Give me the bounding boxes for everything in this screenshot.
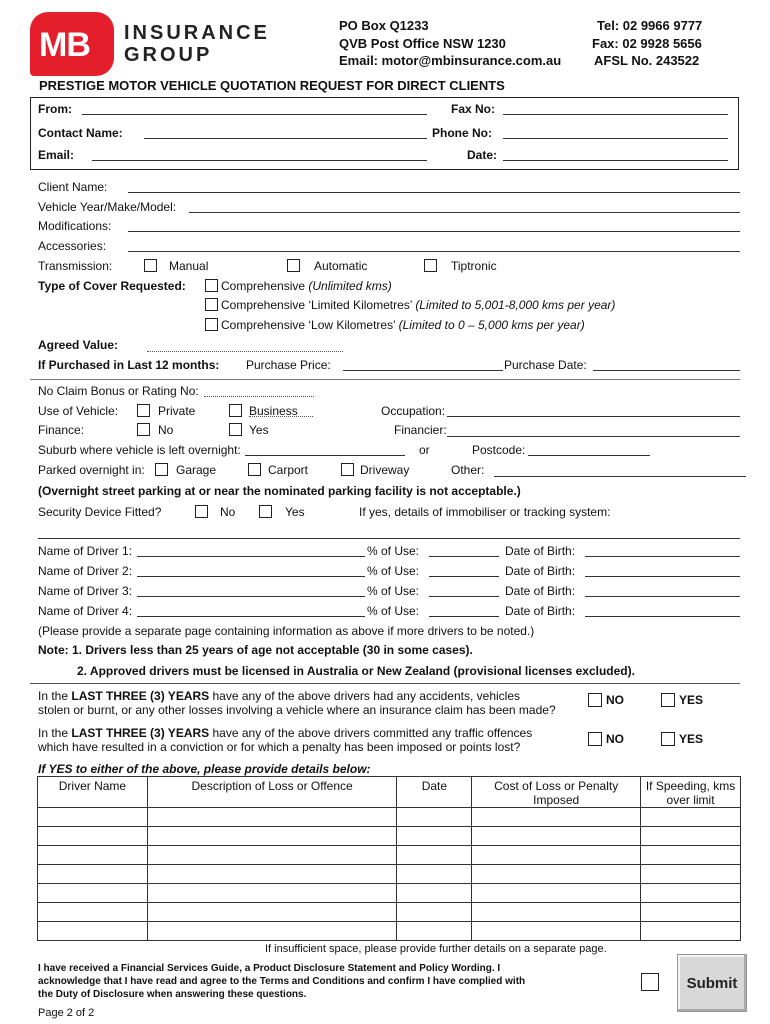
table-cell[interactable]	[38, 884, 148, 903]
tiptronic-checkbox[interactable]	[424, 259, 437, 272]
purchased-label: If Purchased in Last 12 months:	[38, 358, 220, 372]
company-logo	[30, 12, 114, 76]
table-cell[interactable]	[397, 865, 472, 884]
cover-opt3-note: (Limited to 0 – 5,000 kms per year)	[398, 318, 585, 332]
driver1-use-field[interactable]	[429, 556, 499, 557]
table-cell[interactable]	[641, 903, 741, 922]
col-description: Description of Loss or Offence	[147, 777, 397, 808]
table-cell[interactable]	[147, 808, 397, 827]
cover-comprehensive-checkbox[interactable]	[205, 279, 218, 292]
table-row	[38, 884, 741, 903]
transmission-label: Transmission:	[38, 259, 113, 273]
q2-no-checkbox[interactable]	[588, 732, 602, 746]
from-label: From:	[38, 102, 72, 116]
purchase-price-field[interactable]	[343, 370, 503, 371]
tiptronic-label: Tiptronic	[451, 259, 497, 273]
or-label: or	[419, 443, 430, 457]
driver1-label: Name of Driver 1:	[38, 544, 133, 558]
financier-field[interactable]	[447, 436, 740, 437]
security-no-checkbox[interactable]	[195, 505, 208, 518]
driver2-label: Name of Driver 2:	[38, 564, 133, 578]
table-cell[interactable]	[397, 903, 472, 922]
street-parking-note: (Overnight street parking at or near the nominated parking facility is not acceptable.)	[38, 484, 521, 498]
driver2-use-label: % of Use:	[367, 564, 420, 578]
driver4-name-field[interactable]	[137, 616, 365, 617]
accessories-field[interactable]	[128, 251, 740, 252]
finance-no-checkbox[interactable]	[137, 423, 150, 436]
contact-tel: Tel: 02 9966 9777	[597, 18, 703, 33]
col-speeding: If Speeding, kms over limit	[641, 777, 741, 808]
automatic-label: Automatic	[314, 259, 368, 273]
financier-label: Financier:	[394, 423, 447, 437]
table-row	[38, 846, 741, 865]
other-field[interactable]	[494, 476, 746, 477]
driver3-label: Name of Driver 3:	[38, 584, 133, 598]
suburb-label: Suburb where vehicle is left overnight:	[38, 443, 241, 457]
fax-label: Fax No:	[451, 102, 496, 116]
modifications-label: Modifications:	[38, 219, 112, 233]
table-cell[interactable]	[472, 846, 641, 865]
q1-line2: stolen or burnt, or any other losses involving a vehicle where an insurance claim has been made?	[38, 703, 556, 717]
table-cell[interactable]	[147, 846, 397, 865]
vehicle-field[interactable]	[189, 212, 740, 213]
loss-details-table	[37, 776, 741, 941]
q2-no-label: NO	[606, 732, 624, 746]
table-cell[interactable]	[472, 808, 641, 827]
cover-opt3	[221, 318, 585, 332]
submit-button[interactable]: Submit	[677, 954, 747, 1012]
q1-line1	[38, 689, 520, 703]
agreed-value-label: Agreed Value:	[38, 338, 119, 352]
table-cell[interactable]	[147, 903, 397, 922]
cover-limited-checkbox[interactable]	[205, 298, 218, 311]
use-label: Use of Vehicle:	[38, 404, 119, 418]
table-cell[interactable]	[472, 865, 641, 884]
other-label: Other:	[451, 463, 485, 477]
agreed-value-field[interactable]	[147, 351, 343, 352]
q1-no-checkbox[interactable]	[588, 693, 602, 707]
cover-label: Type of Cover Requested:	[38, 279, 186, 293]
col-cost: Cost of Loss or Penalty Imposed	[472, 777, 641, 808]
driver-note-2: 2. Approved drivers must be licensed in Australia or New Zealand (provisional licenses excluded).	[77, 664, 635, 678]
ncb-label: No Claim Bonus or Rating No:	[38, 384, 199, 398]
security-yes-checkbox[interactable]	[259, 505, 272, 518]
driver1-use-label: % of Use:	[367, 544, 420, 558]
declaration-line1: I have received a Financial Services Guide, a Product Disclosure Statement and Policy Wording. I	[38, 963, 501, 974]
cover-low-checkbox[interactable]	[205, 318, 218, 331]
cover-opt1-note: (Unlimited kms)	[308, 279, 392, 293]
phone-field[interactable]	[503, 138, 728, 139]
cover-opt2-note: (Limited to 5,001-8,000 kms per year)	[415, 298, 616, 312]
driveway-label: Driveway	[360, 463, 410, 477]
declaration-line2: acknowledge that I have read and agree to the Terms and Conditions and confirm I have complied with	[38, 976, 526, 987]
postcode-field[interactable]	[528, 455, 650, 456]
q1-prefix: In the	[38, 689, 72, 703]
finance-yes-checkbox[interactable]	[229, 423, 242, 436]
q1-rest: have any of the above drivers had any accidents, vehicles	[209, 689, 521, 703]
form-title: PRESTIGE MOTOR VEHICLE QUOTATION REQUEST FOR DIRECT CLIENTS	[39, 78, 505, 93]
contact-fax: Fax: 02 9928 5656	[592, 36, 702, 51]
occupation-label: Occupation:	[381, 404, 446, 418]
table-cell[interactable]	[147, 884, 397, 903]
client-name-field[interactable]	[128, 192, 740, 193]
page-number: Page 2 of 2	[38, 1007, 95, 1019]
carport-checkbox[interactable]	[248, 463, 261, 476]
po-box: PO Box Q1233	[339, 18, 429, 33]
email-label: Email:	[38, 148, 75, 162]
table-row	[38, 808, 741, 827]
driver1-dob-field[interactable]	[585, 556, 740, 557]
logo-line1: INSURANCE	[124, 22, 270, 44]
garage-label: Garage	[176, 463, 217, 477]
ncb-field[interactable]	[204, 396, 314, 397]
suburb-field[interactable]	[245, 455, 405, 456]
driver4-dob-field[interactable]	[585, 616, 740, 617]
date-label: Date:	[467, 148, 498, 162]
table-row	[38, 827, 741, 846]
post-office: QVB Post Office NSW 1230	[339, 36, 506, 51]
table-cell[interactable]	[397, 808, 472, 827]
q2-line1	[38, 726, 532, 740]
table-cell[interactable]	[38, 865, 148, 884]
security-label: Security Device Fitted?	[38, 505, 162, 519]
table-cell[interactable]	[641, 808, 741, 827]
email-field[interactable]	[92, 160, 427, 161]
history-divider	[30, 683, 740, 684]
contact-afsl: AFSL No. 243522	[594, 53, 700, 68]
driver3-dob-field[interactable]	[585, 596, 740, 597]
table-cell[interactable]	[641, 865, 741, 884]
table-cell[interactable]	[641, 846, 741, 865]
manual-label: Manual	[169, 259, 209, 273]
from-field[interactable]	[82, 114, 427, 115]
table-cell[interactable]	[38, 827, 148, 846]
table-cell[interactable]	[641, 922, 741, 941]
driver2-use-field[interactable]	[429, 576, 499, 577]
table-cell[interactable]	[147, 865, 397, 884]
driveway-checkbox[interactable]	[341, 463, 354, 476]
driver1-name-field[interactable]	[137, 556, 365, 557]
driver3-use-field[interactable]	[429, 596, 499, 597]
vehicle-label: Vehicle Year/Make/Model:	[38, 200, 177, 214]
col-driver-name: Driver Name	[38, 777, 148, 808]
table-cell[interactable]	[472, 827, 641, 846]
fax-field[interactable]	[503, 114, 728, 115]
table-cell[interactable]	[38, 903, 148, 922]
modifications-field[interactable]	[128, 231, 740, 232]
table-cell[interactable]	[472, 884, 641, 903]
driver2-dob-field[interactable]	[585, 576, 740, 577]
table-cell[interactable]	[397, 846, 472, 865]
separate-page-note: (Please provide a separate page containing information as above if more drivers to be noted.)	[38, 624, 535, 638]
q1-yes-label: YES	[679, 693, 704, 707]
carport-label: Carport	[268, 463, 309, 477]
driver-note-1: Note: 1. Drivers less than 25 years of age not acceptable (30 in some cases).	[38, 643, 473, 657]
table-cell[interactable]	[38, 808, 148, 827]
automatic-checkbox[interactable]	[287, 259, 300, 272]
col-date: Date	[397, 777, 472, 808]
table-row	[38, 865, 741, 884]
business-label: Business	[249, 404, 298, 418]
purchase-date-field[interactable]	[593, 370, 740, 371]
table-cell[interactable]	[397, 827, 472, 846]
contact-name-label: Contact Name:	[38, 126, 123, 140]
q1-no-label: NO	[606, 693, 624, 707]
table-cell[interactable]	[641, 884, 741, 903]
cover-opt1	[221, 279, 392, 293]
q1-yes-checkbox[interactable]	[661, 693, 675, 707]
driver4-use-field[interactable]	[429, 616, 499, 617]
driver3-use-label: % of Use:	[367, 584, 420, 598]
table-row	[38, 903, 741, 922]
private-label: Private	[158, 404, 196, 418]
table-cell[interactable]	[472, 922, 641, 941]
immobiliser-label: If yes, details of immobiliser or tracking system:	[359, 505, 611, 519]
business-checkbox[interactable]	[229, 404, 242, 417]
table-cell[interactable]	[641, 827, 741, 846]
table-cell[interactable]	[38, 846, 148, 865]
table-cell[interactable]	[397, 922, 472, 941]
accessories-label: Accessories:	[38, 239, 107, 253]
q2-yes-label: YES	[679, 732, 704, 746]
q2-bold: LAST THREE (3) YEARS	[71, 726, 210, 740]
details-heading: If YES to either of the above, please provide details below:	[38, 762, 371, 776]
driver4-use-label: % of Use:	[367, 604, 420, 618]
declaration-line3: the Duty of Disclosure when answering these questions.	[38, 989, 307, 1000]
finance-no-label: No	[158, 423, 174, 437]
manual-checkbox[interactable]	[144, 259, 157, 272]
garage-checkbox[interactable]	[155, 463, 168, 476]
declaration-checkbox[interactable]	[641, 973, 659, 991]
phone-label: Phone No:	[432, 126, 492, 140]
q2-prefix: In the	[38, 726, 72, 740]
finance-label: Finance:	[38, 423, 85, 437]
contact-email: Email: motor@mbinsurance.com.au	[339, 53, 562, 68]
table-row	[38, 922, 741, 941]
finance-yes-label: Yes	[249, 423, 269, 437]
driver2-dob-label: Date of Birth:	[505, 564, 576, 578]
section-divider	[30, 379, 740, 380]
table-cell[interactable]	[38, 922, 148, 941]
security-yes-label: Yes	[285, 505, 305, 519]
q2-yes-checkbox[interactable]	[661, 732, 675, 746]
q2-rest: have any of the above drivers committed any traffic offences	[209, 726, 533, 740]
table-cell[interactable]	[472, 903, 641, 922]
cover-opt2-label: Comprehensive ‘Limited Kilometres’	[221, 298, 412, 312]
security-no-label: No	[220, 505, 236, 519]
contact-name-field[interactable]	[144, 138, 427, 139]
date-field[interactable]	[503, 160, 728, 161]
q1-bold: LAST THREE (3) YEARS	[71, 689, 210, 703]
business-underline	[249, 416, 313, 417]
table-cell[interactable]	[147, 827, 397, 846]
driver4-dob-label: Date of Birth:	[505, 604, 576, 618]
purchase-date-label: Purchase Date:	[504, 358, 587, 372]
cover-opt1-label: Comprehensive	[221, 279, 306, 293]
occupation-field[interactable]	[447, 416, 740, 417]
table-cell[interactable]	[147, 922, 397, 941]
q2-line2: which have resulted in a conviction or for which a penalty has been imposed or points lost?	[38, 740, 521, 754]
driver3-dob-label: Date of Birth:	[505, 584, 576, 598]
client-name-label: Client Name:	[38, 180, 108, 194]
driver1-dob-label: Date of Birth:	[505, 544, 576, 558]
cover-opt2	[221, 298, 615, 312]
driver3-name-field[interactable]	[137, 596, 365, 597]
private-checkbox[interactable]	[137, 404, 150, 417]
driver4-label: Name of Driver 4:	[38, 604, 133, 618]
driver2-name-field[interactable]	[137, 576, 365, 577]
logo-mark-text: MB	[39, 26, 90, 64]
postcode-label: Postcode:	[472, 443, 526, 457]
parked-label: Parked overnight in:	[38, 463, 145, 477]
table-cell[interactable]	[397, 884, 472, 903]
insufficient-space-note: If insufficient space, please provide further details on a separate page.	[265, 943, 607, 955]
immobiliser-field[interactable]	[38, 538, 740, 539]
logo-line2: GROUP	[124, 44, 213, 66]
purchase-price-label: Purchase Price:	[246, 358, 331, 372]
table-header-row	[38, 777, 741, 808]
cover-opt3-label: Comprehensive ‘Low Kilometres’	[221, 318, 396, 332]
